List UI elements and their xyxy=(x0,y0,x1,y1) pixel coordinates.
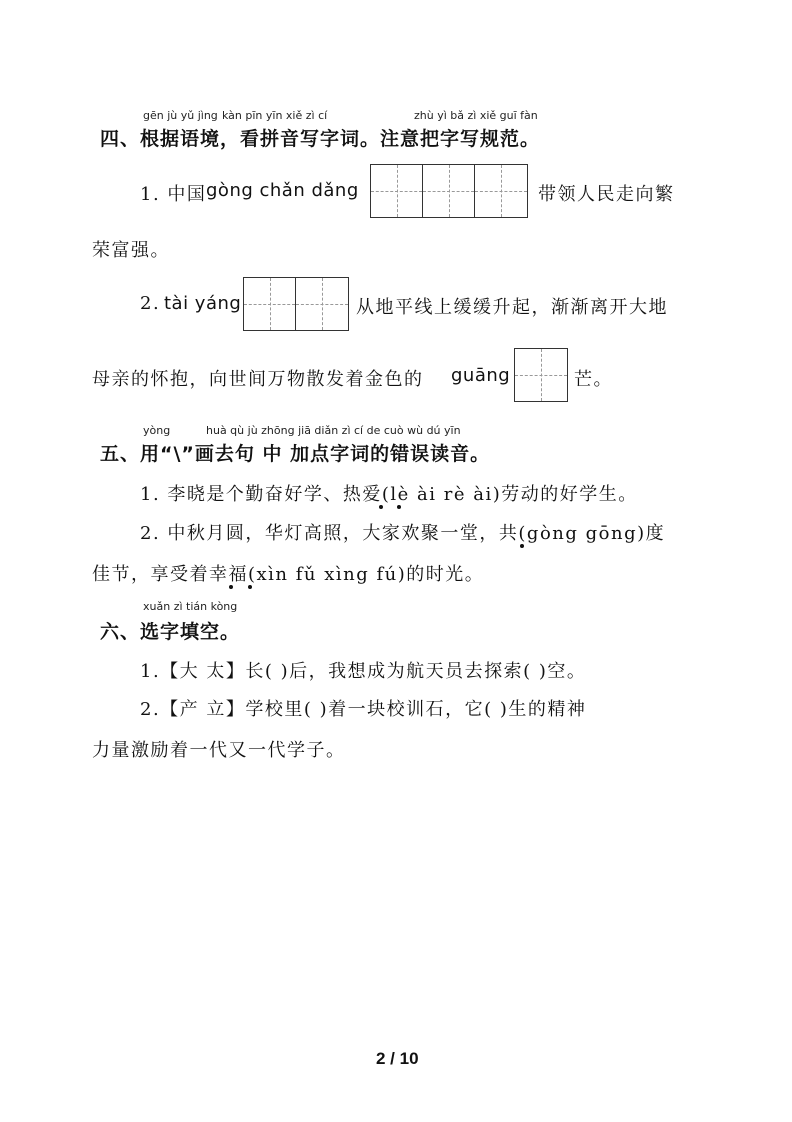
section4-pinyin-1: gēn jù yǔ jìng xyxy=(143,109,218,122)
emphasis-dot xyxy=(397,505,401,509)
s4-q2-writing-grid[interactable] xyxy=(243,277,349,331)
s6-q2-cont: 力量激励着一代又一代学子。 xyxy=(92,740,346,761)
s5-q2-cont: 佳节，享受着幸福(xìn fǔ xìng fú)的时光。 xyxy=(92,564,485,585)
s4-q2-end: 芒。 xyxy=(574,369,613,390)
s6-q1: 1.【大 太】长( )后，我想成为航天员去探索( )空。 xyxy=(140,661,587,682)
s4-q2-cont: 母亲的怀抱，向世间万物散发着金色的 xyxy=(92,369,424,390)
grid-cell[interactable] xyxy=(515,349,567,401)
s4-q2-pinyin-b: guāng xyxy=(451,365,511,386)
s4-q2-guang-grid[interactable] xyxy=(514,348,568,402)
section4-pinyin-3: zhù yì bǎ zì xiě guī fàn xyxy=(414,109,538,122)
s4-q1-cont: 荣富强。 xyxy=(92,240,170,261)
s6-q2: 2.【产 立】学校里( )着一块校训石，它( )生的精神 xyxy=(140,699,587,720)
section5-pinyin-2: huà qù jù zhōng jiā diǎn zì cí de cuò wù dú yīn xyxy=(206,424,461,437)
s4-q2-suffix: 从地平线上缓缓升起，渐渐离开大地 xyxy=(356,297,668,318)
s5-q2: 2. 中秋月圆，华灯高照，大家欢聚一堂，共(gòng gōng)度 xyxy=(140,523,666,544)
section4-pinyin-2: kàn pīn yīn xiě zì cí xyxy=(222,109,328,122)
grid-cell[interactable] xyxy=(423,165,475,217)
section6-pinyin: xuǎn zì tián kòng xyxy=(143,600,238,613)
section6-title: 六、选字填空。 xyxy=(100,621,241,643)
s4-q1-suffix: 带领人民走向繁 xyxy=(538,184,675,205)
emphasis-dot xyxy=(520,544,524,548)
emphasis-dot xyxy=(248,585,252,589)
s4-q1-prefix: 1. 中国 xyxy=(140,184,207,205)
page-number: 2 / 10 xyxy=(376,1049,419,1068)
grid-cell[interactable] xyxy=(371,165,423,217)
section5-pinyin-1: yòng xyxy=(143,424,171,437)
emphasis-dot xyxy=(229,585,233,589)
grid-cell[interactable] xyxy=(244,278,296,330)
section4-title: 四、根据语境，看拼音写字词。注意把字写规范。 xyxy=(100,128,541,150)
s4-q1-writing-grid[interactable] xyxy=(370,164,528,218)
grid-cell[interactable] xyxy=(296,278,348,330)
s4-q2-pinyin: tài yáng xyxy=(164,293,242,314)
grid-cell[interactable] xyxy=(475,165,527,217)
section5-title: 五、用“\”画去句 中 加点字词的错误读音。 xyxy=(100,443,491,465)
s4-q2-prefix: 2. xyxy=(140,293,161,314)
s4-q1-pinyin: gòng chǎn dǎng xyxy=(206,180,359,201)
s5-q1: 1. 李晓是个勤奋好学、热爱(lè ài rè ài)劳动的好学生。 xyxy=(140,484,638,505)
emphasis-dot xyxy=(379,505,383,509)
